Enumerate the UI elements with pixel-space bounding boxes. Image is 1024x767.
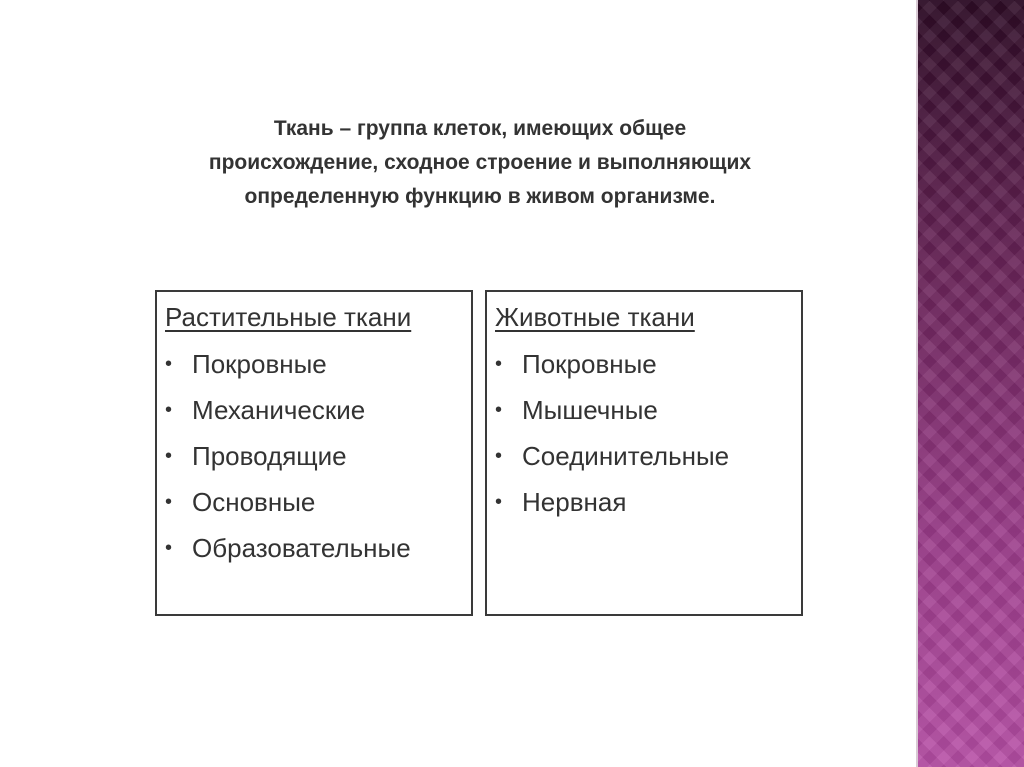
list-item [495, 433, 801, 479]
bullet-icon: • [165, 399, 173, 421]
list-item-label: Механические [192, 395, 366, 425]
bullet-icon: • [495, 445, 503, 467]
bullet-icon: • [495, 353, 503, 375]
list-item [165, 433, 471, 479]
list-item [495, 341, 801, 387]
list-item [165, 479, 471, 525]
list-item-label: Покровные [192, 349, 327, 379]
bullet-icon: • [165, 491, 173, 513]
animal-tissues-box [485, 290, 803, 616]
list-item-label: Соединительные [522, 441, 730, 471]
definition-text [150, 112, 810, 214]
bullet-icon: • [495, 491, 503, 513]
plant-tissues-title: Растительные ткани [165, 302, 412, 332]
list-item [165, 525, 471, 571]
decorative-side-panel [916, 0, 1024, 767]
list-item [495, 387, 801, 433]
plant-tissues-box [155, 290, 473, 616]
definition-line-3: определенную функцию в живом организме. [244, 185, 716, 208]
bullet-icon: • [165, 537, 173, 559]
list-item-label: Мышечные [522, 395, 658, 425]
definition-line-1: Ткань – группа клеток, имеющих общее [273, 117, 687, 140]
list-item-label: Образовательные [192, 533, 411, 563]
list-item [165, 387, 471, 433]
list-item-label: Покровные [522, 349, 657, 379]
list-item [165, 341, 471, 387]
bullet-icon: • [165, 445, 173, 467]
bullet-icon: • [495, 399, 503, 421]
list-item-label: Проводящие [192, 441, 347, 471]
animal-tissues-title: Животные ткани [495, 302, 695, 332]
definition-line-2: происхождение, сходное строение и выполняющих [208, 151, 752, 174]
list-item-label: Основные [192, 487, 316, 517]
bullet-icon: • [165, 353, 173, 375]
list-item-label: Нервная [522, 487, 627, 517]
plant-tissues-list [157, 341, 471, 571]
list-item [495, 479, 801, 525]
animal-tissues-list [487, 341, 801, 525]
